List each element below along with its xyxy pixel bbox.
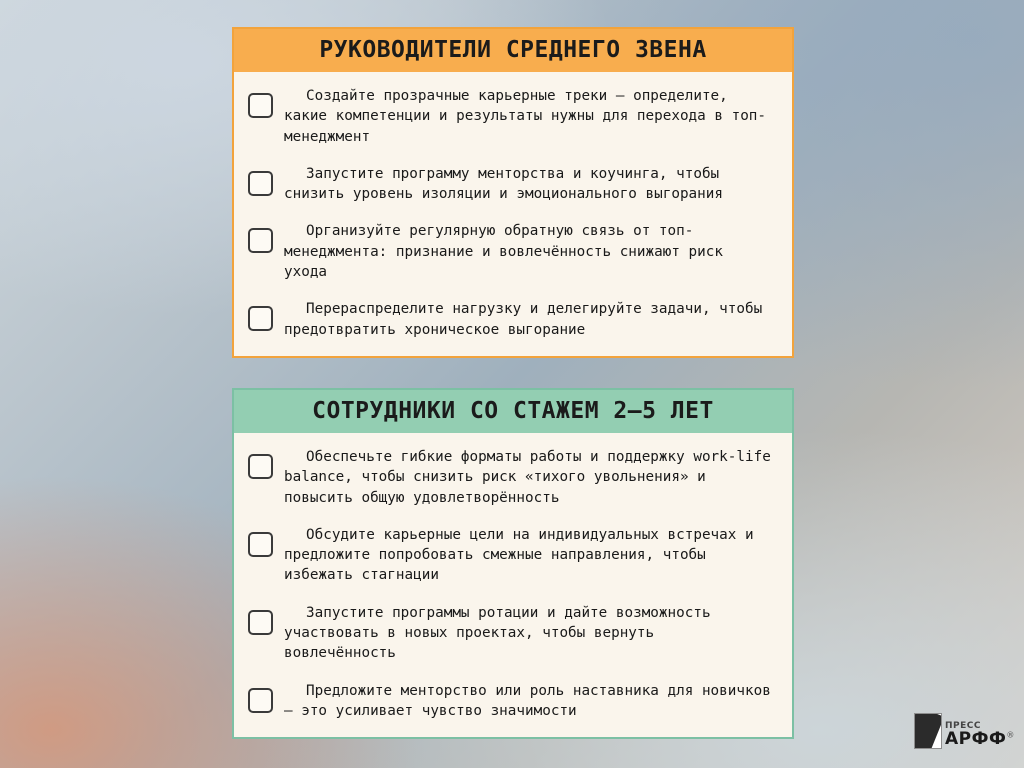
checklist-item[interactable] [248, 299, 774, 340]
checklist-item-label: Запустите программы ротации и дайте возможность участвовать в новых проектах, чтобы вернуть вовлечённость [284, 604, 711, 662]
checkbox-icon[interactable] [248, 532, 273, 557]
checklist-item[interactable] [248, 221, 774, 282]
checklist-item[interactable] [248, 525, 774, 586]
panel-title-middle-managers: РУКОВОДИТЕЛИ СРЕДНЕГО ЗВЕНА [234, 29, 792, 72]
logo-mark-icon [914, 713, 942, 749]
checklist-item[interactable] [248, 603, 774, 664]
checklist-item-label: Запустите программу менторства и коучинга, чтобы снизить уровень изоляции и эмоционального выгорания [284, 165, 723, 203]
checklist-item-label: Организуйте регулярную обратную связь от топ-менеджмента: признание и вовлечённость снижают риск ухода [284, 223, 723, 281]
logo-wordmark [945, 715, 1014, 748]
panel-title-tenured-employees: СОТРУДНИКИ СО СТАЖЕМ 2—5 ЛЕТ [234, 390, 792, 433]
checkbox-icon[interactable] [248, 171, 273, 196]
checklist-item[interactable] [248, 164, 774, 205]
panel-body-middle-managers [234, 72, 792, 356]
panel-body-tenured-employees [234, 433, 792, 737]
checklist-item-label: Создайте прозрачные карьерные треки — определите, какие компетенции и результаты нужны для перехода в топ-менеджмент [284, 88, 767, 145]
logo-bottom-text: АРФФ [945, 728, 1007, 749]
registered-mark: ® [1006, 730, 1015, 740]
checkbox-icon[interactable] [248, 228, 273, 253]
checkbox-icon[interactable] [248, 93, 273, 118]
logo-top-text: ПРЕСС [945, 720, 981, 731]
checkbox-icon[interactable] [248, 306, 273, 331]
checkbox-icon[interactable] [248, 688, 273, 713]
checklist-item-label: Обсудите карьерные цели на индивидуальных встречах и предложите попробовать смежные направления, чтобы избежать стагнации [284, 526, 754, 584]
checklist-item-label: Обеспечьте гибкие форматы работы и поддержку work-life balance, чтобы снизить риск «тихого увольнения» и повысить общую удовлетворённость [284, 449, 771, 506]
brand-logo [914, 708, 1015, 754]
checklist-item[interactable] [248, 447, 774, 508]
panel-tenured-employees [232, 388, 794, 739]
checklist-item[interactable] [248, 86, 774, 147]
checkbox-icon[interactable] [248, 610, 273, 635]
checklist-item[interactable] [248, 681, 774, 722]
panel-middle-managers [232, 27, 794, 358]
checklist-item-label: Перераспределите нагрузку и делегируйте задачи, чтобы предотвратить хроническое выгорание [284, 301, 763, 338]
checkbox-icon[interactable] [248, 454, 273, 479]
checklist-item-label: Предложите менторство или роль наставника для новичков — это усиливает чувство значимости [284, 682, 771, 719]
